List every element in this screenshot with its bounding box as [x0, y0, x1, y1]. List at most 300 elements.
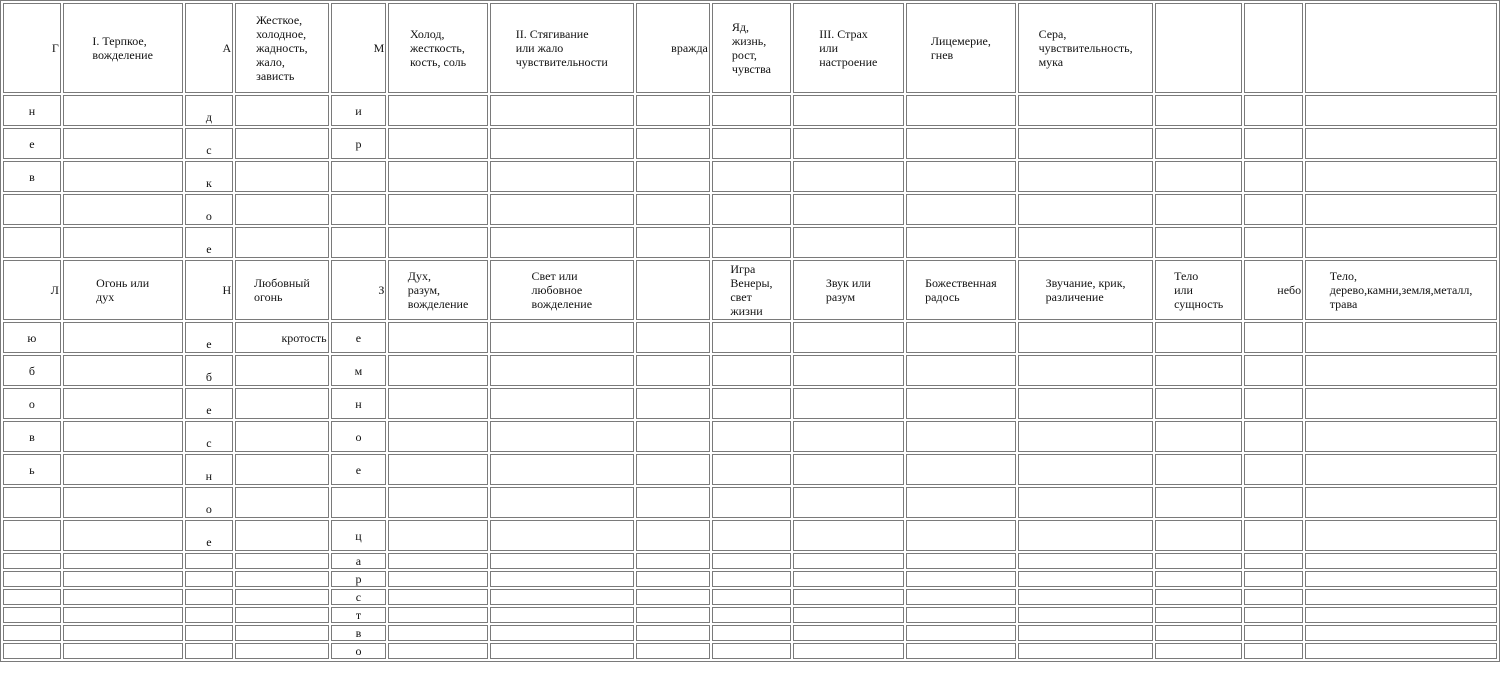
table-cell [1155, 625, 1242, 641]
table-cell [1244, 128, 1303, 159]
cell-line: разум [825, 290, 856, 304]
table-row [3, 260, 1497, 320]
table-cell [63, 520, 183, 551]
header-cell [1155, 260, 1242, 320]
table-cell [490, 194, 634, 225]
table-cell [793, 388, 904, 419]
table-cell [1018, 454, 1153, 485]
cell-text: а [355, 554, 362, 568]
header-cell [235, 260, 328, 320]
cell-text: о [205, 209, 212, 223]
table-cell [793, 625, 904, 641]
vertical-letter [3, 388, 61, 419]
table-cell [1305, 607, 1497, 623]
table-cell [63, 571, 183, 587]
cell-text [819, 27, 877, 69]
header-cell [712, 3, 791, 93]
vertical-letter [185, 388, 234, 419]
table-cell [235, 487, 328, 518]
vertical-letter [185, 95, 234, 126]
table-cell [388, 322, 487, 353]
table-cell [63, 322, 183, 353]
table-cell [388, 607, 487, 623]
vertical-letter [331, 607, 387, 623]
table-cell [1018, 421, 1153, 452]
table-cell [906, 553, 1017, 569]
table-cell [793, 128, 904, 159]
table-cell [490, 520, 634, 551]
cell-line: трава [1329, 297, 1358, 311]
table-cell [1244, 553, 1303, 569]
cell-line: Огонь или [96, 276, 150, 290]
table-cell [1155, 227, 1242, 258]
table-cell [906, 643, 1017, 659]
cell-line: или [1174, 283, 1193, 297]
table-cell [235, 355, 328, 386]
table-cell [235, 161, 328, 192]
table-cell [1155, 355, 1242, 386]
cell-line: Сера, [1038, 27, 1067, 41]
cell-line: рост, [731, 48, 757, 62]
table-cell [63, 553, 183, 569]
table-cell [388, 227, 487, 258]
header-cell [793, 260, 904, 320]
cell-text [925, 276, 997, 304]
cell-text [826, 276, 871, 304]
cell-line: разум, [407, 283, 441, 297]
cell-text: с [206, 436, 212, 450]
table-cell [1155, 128, 1242, 159]
table-cell [1018, 520, 1153, 551]
table-cell [1305, 194, 1497, 225]
table-cell [490, 553, 634, 569]
table-cell [1305, 454, 1497, 485]
table-cell [1244, 454, 1303, 485]
vertical-letter [3, 128, 61, 159]
table-cell [793, 454, 904, 485]
table-cell [636, 421, 710, 452]
table-cell [906, 571, 1017, 587]
table-row [3, 643, 1497, 659]
table-cell [1155, 388, 1242, 419]
table-cell [1018, 355, 1153, 386]
table-cell [388, 355, 487, 386]
table-cell [793, 487, 904, 518]
table-cell [906, 161, 1017, 192]
table-cell [1155, 95, 1242, 126]
table-cell [185, 553, 234, 569]
table-cell [1155, 161, 1242, 192]
table-row [3, 355, 1497, 386]
cell-text: н [355, 396, 362, 411]
header-cell [3, 260, 61, 320]
table-row [3, 553, 1497, 569]
cell-line: радось [925, 290, 960, 304]
cell-line: Свет или [531, 269, 578, 283]
table-cell [1305, 520, 1497, 551]
cell-line: II. Стягивание [515, 27, 589, 41]
header-cell [388, 3, 487, 93]
cell-line: жизни [730, 304, 763, 318]
header-cell [235, 3, 328, 93]
cell-text: вражда [671, 41, 708, 55]
table-cell [3, 487, 61, 518]
table-cell [235, 571, 328, 587]
cell-line: мука [1038, 55, 1064, 69]
table-row [3, 227, 1497, 258]
cell-text: Г [51, 41, 59, 55]
vertical-letter [185, 355, 234, 386]
cell-text: е [206, 403, 212, 417]
table-cell [1244, 95, 1303, 126]
table-cell [235, 643, 328, 659]
vertical-letter [185, 227, 234, 258]
cell-line: Тело, [1329, 269, 1357, 283]
table-cell [793, 161, 904, 192]
cell-text [1046, 276, 1126, 304]
cell-text [410, 27, 466, 69]
cell-line: вожделение [531, 297, 593, 311]
cell-line: настроение [819, 55, 878, 69]
table-cell [63, 607, 183, 623]
table-cell [712, 643, 791, 659]
header-cell [1018, 260, 1153, 320]
table-cell [3, 553, 61, 569]
table-row [3, 128, 1497, 159]
cell-text: р [355, 136, 362, 151]
vertical-letter [331, 520, 387, 551]
vertical-letter [185, 487, 234, 518]
table-cell [636, 607, 710, 623]
cell-line: чувствительность, [1038, 41, 1133, 55]
cell-line: гнев [930, 48, 954, 62]
cell-line: Дух, [407, 269, 431, 283]
table-cell [636, 454, 710, 485]
cell-line: чувства [731, 62, 771, 76]
table-cell [1244, 322, 1303, 353]
vertical-letter [331, 454, 387, 485]
cell-text [1330, 269, 1473, 311]
cell-text [1039, 27, 1133, 69]
table-cell [793, 589, 904, 605]
table-cell [235, 421, 328, 452]
table-cell [235, 553, 328, 569]
cell-line: Звучание, крик, [1045, 276, 1126, 290]
cell-line: или жало [515, 41, 564, 55]
table-cell [1244, 589, 1303, 605]
cell-text: ю [27, 330, 37, 345]
table-cell [1305, 3, 1497, 93]
cell-text: М [373, 41, 385, 55]
table-cell [388, 589, 487, 605]
table-cell [63, 643, 183, 659]
table-cell [712, 388, 791, 419]
header-cell [63, 260, 183, 320]
table-cell [63, 487, 183, 518]
vertical-letter [185, 322, 234, 353]
header-cell [3, 3, 61, 93]
table-cell [1305, 625, 1497, 641]
cell-text [516, 27, 608, 69]
table-cell [388, 421, 487, 452]
cell-text [408, 269, 469, 311]
table-cell [3, 194, 61, 225]
table-cell [906, 322, 1017, 353]
table-cell [712, 607, 791, 623]
table-cell [906, 194, 1017, 225]
table-cell [636, 322, 710, 353]
table-cell [1018, 487, 1153, 518]
table-cell [793, 607, 904, 623]
cell-line: сущность [1174, 297, 1224, 311]
table-cell [235, 589, 328, 605]
table-row [3, 388, 1497, 419]
cell-line: I. Терпкое, [92, 34, 147, 48]
table-cell [793, 421, 904, 452]
table-cell [1018, 625, 1153, 641]
table-cell [235, 388, 328, 419]
header-cell [388, 260, 487, 320]
table-cell [1305, 95, 1497, 126]
cell-text: и [355, 103, 362, 118]
table-cell [1018, 227, 1153, 258]
table-cell [636, 388, 710, 419]
cell-line: любовное [531, 283, 583, 297]
table-cell [3, 227, 61, 258]
cell-line: свет [730, 290, 752, 304]
table-cell [1155, 322, 1242, 353]
cell-text [92, 34, 153, 62]
table-cell [793, 322, 904, 353]
table-cell [490, 571, 634, 587]
table-cell [1244, 355, 1303, 386]
table-cell [1155, 589, 1242, 605]
header-cell [712, 260, 791, 320]
cell-text [732, 20, 771, 76]
table-cell [712, 161, 791, 192]
table-cell [636, 227, 710, 258]
table-cell [712, 227, 791, 258]
table-cell [1155, 643, 1242, 659]
table-cell [1305, 227, 1497, 258]
table-cell [712, 487, 791, 518]
cell-text: в [29, 169, 35, 184]
cell-line: Жесткое, [256, 13, 303, 27]
table-cell [793, 355, 904, 386]
table-cell [490, 355, 634, 386]
table-cell [1305, 161, 1497, 192]
table-row [3, 194, 1497, 225]
cell-text [96, 276, 149, 304]
table-cell [1305, 322, 1497, 353]
vertical-letter [331, 355, 387, 386]
table-cell [1244, 421, 1303, 452]
table-cell [906, 128, 1017, 159]
cell-text: о [355, 429, 362, 444]
table-cell [490, 421, 634, 452]
table-cell [235, 128, 328, 159]
table-cell [1155, 520, 1242, 551]
cell-text: Н [222, 283, 232, 297]
table-cell [712, 520, 791, 551]
table-cell [331, 194, 387, 225]
table-cell [793, 95, 904, 126]
table-cell [1018, 322, 1153, 353]
cell-text: б [205, 370, 212, 384]
table-cell [1244, 625, 1303, 641]
cell-line: Венеры, [730, 276, 773, 290]
table-cell [1018, 571, 1153, 587]
table-cell [1244, 161, 1303, 192]
cell-text: ь [29, 462, 35, 477]
vertical-letter [185, 421, 234, 452]
table-cell [906, 625, 1017, 641]
table-cell [63, 355, 183, 386]
table-cell [185, 571, 234, 587]
table-cell [490, 643, 634, 659]
table-cell [63, 194, 183, 225]
table-row [3, 454, 1497, 485]
table-cell [490, 161, 634, 192]
table-cell [1155, 421, 1242, 452]
table-cell [636, 260, 710, 320]
vertical-letter [331, 322, 387, 353]
table-cell [712, 322, 791, 353]
table-cell [712, 589, 791, 605]
cell-text: ц [355, 528, 362, 543]
header-cell [906, 3, 1017, 93]
table-cell [490, 388, 634, 419]
cell-line: зависть [256, 69, 295, 83]
table-cell [388, 95, 487, 126]
cell-line: дух [96, 290, 115, 304]
table-cell [712, 625, 791, 641]
table-cell [185, 625, 234, 641]
table-cell [3, 589, 61, 605]
table-cell [906, 487, 1017, 518]
table-cell [3, 520, 61, 551]
cell-line: III. Страх [819, 27, 868, 41]
table-cell [906, 95, 1017, 126]
cell-text: о [205, 502, 212, 516]
table-cell [1018, 607, 1153, 623]
table-cell [636, 553, 710, 569]
table-cell [388, 128, 487, 159]
table-cell [1018, 161, 1153, 192]
table-cell [1305, 388, 1497, 419]
cell-text [1174, 269, 1223, 311]
vertical-letter [331, 625, 387, 641]
table-cell [490, 625, 634, 641]
header-cell [636, 3, 710, 93]
cell-line: Яд, [731, 20, 750, 34]
table-cell [1244, 571, 1303, 587]
header-cell [490, 260, 634, 320]
table-cell [331, 227, 387, 258]
cell-line: холодное, [256, 27, 307, 41]
cell-text: т [355, 608, 362, 622]
cell-line: жизнь, [731, 34, 767, 48]
table-cell [636, 95, 710, 126]
table-cell [1305, 571, 1497, 587]
table-cell [793, 571, 904, 587]
table-cell [490, 454, 634, 485]
table-cell [1305, 421, 1497, 452]
vertical-letter [3, 161, 61, 192]
cell-text: с [355, 590, 362, 604]
cell-text: е [206, 337, 212, 351]
cell-line: Божественная [925, 276, 997, 290]
cell-text: к [205, 176, 212, 190]
table-row [3, 520, 1497, 551]
cell-text: е [355, 462, 362, 477]
table-cell [388, 194, 487, 225]
vertical-letter [185, 128, 234, 159]
table-cell [63, 421, 183, 452]
table-cell [63, 128, 183, 159]
cell-line: чувствительности [515, 55, 608, 69]
cell-line: Любовный [253, 276, 310, 290]
table-cell [388, 454, 487, 485]
table-cell [1244, 3, 1303, 93]
table-cell [906, 589, 1017, 605]
cell-line: Тело [1174, 269, 1199, 283]
cell-text: е [206, 535, 212, 549]
table-cell [1305, 128, 1497, 159]
table-cell [185, 643, 234, 659]
header-cell [185, 260, 234, 320]
table-cell [712, 355, 791, 386]
table-cell [235, 625, 328, 641]
table-cell [1018, 589, 1153, 605]
table-cell [712, 128, 791, 159]
table-row [3, 571, 1497, 587]
header-cell [793, 3, 904, 93]
cell-line: вожделение [92, 48, 153, 62]
cell-line: жесткость, [409, 41, 465, 55]
table-cell [1305, 643, 1497, 659]
table-cell [3, 571, 61, 587]
table-row [3, 3, 1497, 93]
table-cell [712, 95, 791, 126]
table-cell [1244, 388, 1303, 419]
table-row [3, 607, 1497, 623]
vertical-letter [331, 571, 387, 587]
cell-text [532, 269, 593, 311]
header-cell [331, 3, 387, 93]
table-cell [1155, 194, 1242, 225]
cell-text: е [29, 136, 35, 151]
cell-text: м [354, 363, 363, 378]
table-cell [3, 643, 61, 659]
table-cell [636, 625, 710, 641]
vertical-letter [331, 643, 387, 659]
table-cell [185, 589, 234, 605]
table-cell [1018, 128, 1153, 159]
table-cell [185, 607, 234, 623]
header-cell [490, 3, 634, 93]
table-cell [906, 421, 1017, 452]
header-cell [63, 3, 183, 93]
table-cell [1155, 571, 1242, 587]
vertical-letter [185, 161, 234, 192]
table-cell [906, 607, 1017, 623]
table-cell [388, 520, 487, 551]
cell-line: различение [1045, 290, 1104, 304]
table-cell [906, 227, 1017, 258]
table-cell [1018, 553, 1153, 569]
table-cell [490, 322, 634, 353]
